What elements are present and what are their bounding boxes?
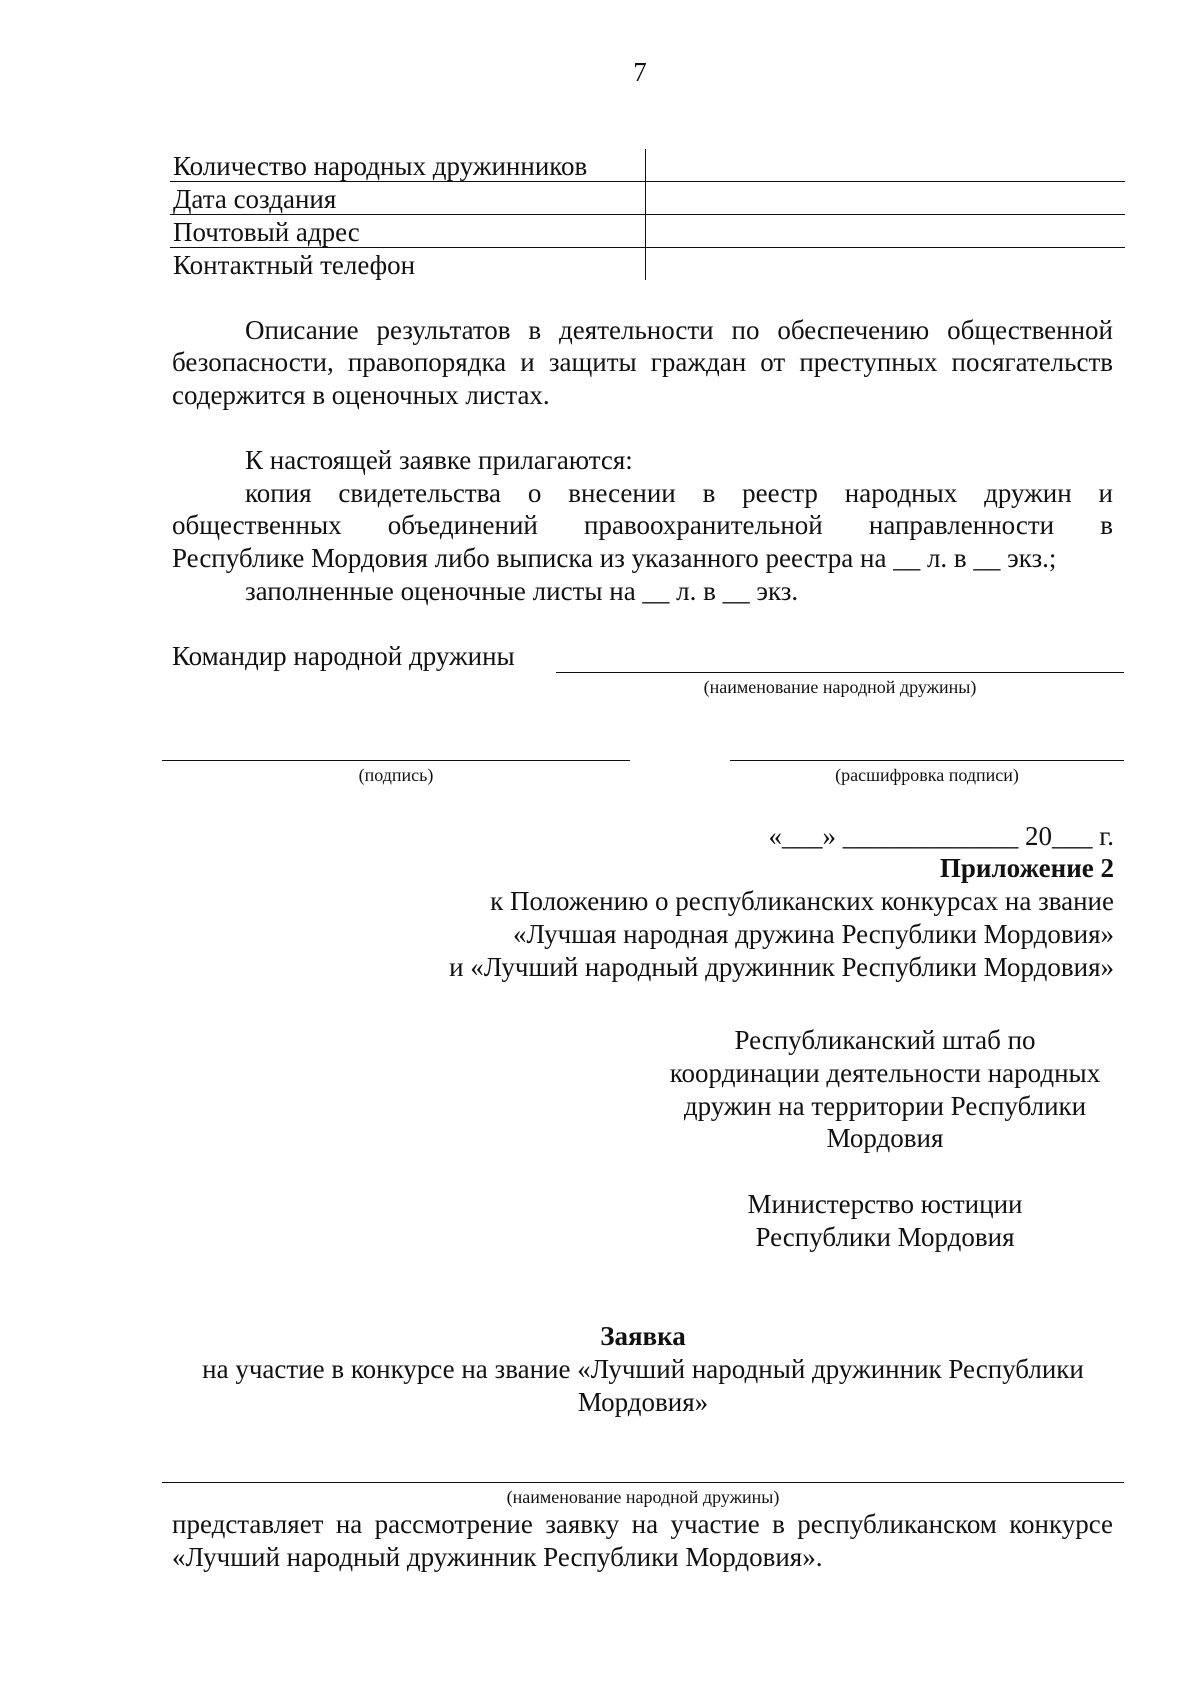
table-row xyxy=(170,215,1125,248)
addressee-line: Министерство юстиции xyxy=(747,1189,1023,1219)
table-value-phone xyxy=(646,248,1126,281)
application-body-line: «Лучший народный дружинник Республики Мордовия». xyxy=(172,1542,823,1572)
attachment-item: общественных объединений правоохранительной направленности в xyxy=(172,510,1113,540)
addressee-line: Мордовия xyxy=(826,1123,944,1153)
attachments-intro: К настоящей заявке прилагаются: xyxy=(245,445,633,475)
attachment-item: копия свидетельства о внесении в реестр народных дружин и xyxy=(245,478,1113,508)
appendix-line: и «Лучший народный дружинник Республики Мордовия» xyxy=(449,952,1114,982)
addressee-line: Республиканский штаб по xyxy=(734,1025,1036,1055)
addressee-line: дружин на территории Республики xyxy=(683,1091,1087,1121)
attachment-item: заполненные оценочные листы на __ л. в __ экз. xyxy=(245,576,799,606)
commander-name-caption: (наименование народной дружины) xyxy=(703,677,977,697)
addressee-line: координации деятельности народных xyxy=(669,1058,1101,1088)
info-table xyxy=(170,149,1125,280)
table-row xyxy=(170,248,1125,281)
decoding-caption: (расшифровка подписи) xyxy=(835,765,1019,785)
decoding-line xyxy=(730,760,1124,761)
application-subtitle-line: на участие в конкурсе на звание «Лучший народный дружинник Республики xyxy=(202,1354,1084,1384)
application-name-line xyxy=(162,1482,1124,1483)
appendix-line: «Лучшая народная дружина Республики Мордовия» xyxy=(512,919,1114,949)
table-value-date xyxy=(646,182,1126,215)
description-line: безопасности, правопорядка и защиты граждан от преступных посягательств xyxy=(172,347,1113,377)
description-line: Описание результатов в деятельности по обеспечению общественной xyxy=(245,315,1113,345)
commander-name-line xyxy=(556,672,1124,673)
appendix-line: к Положению о республиканских конкурсах на звание xyxy=(490,886,1114,916)
table-row xyxy=(170,182,1125,215)
application-subtitle-line: Мордовия» xyxy=(577,1387,709,1417)
table-row xyxy=(170,149,1125,182)
signature-line xyxy=(162,760,630,761)
addressee-line: Республики Мордовия xyxy=(755,1222,1015,1252)
table-label-address: Почтовый адрес xyxy=(170,215,646,248)
table-label-count: Количество народных дружинников xyxy=(170,149,646,182)
application-body-line: представляет на рассмотрение заявку на участие в республиканском конкурсе xyxy=(172,1509,1113,1539)
signature-caption: (подпись) xyxy=(358,765,434,785)
attachment-item: Республике Мордовия либо выписка из указанного реестра на __ л. в __ экз.; xyxy=(172,543,1057,573)
table-label-phone: Контактный телефон xyxy=(173,250,416,280)
commander-label: Командир народной дружины xyxy=(172,641,515,671)
table-value-address xyxy=(646,215,1126,248)
date-line: «___» _____________ 20___ г. xyxy=(768,821,1114,851)
table-value-count xyxy=(646,149,1126,182)
application-title: Заявка xyxy=(600,1321,686,1351)
table-label-date: Дата создания xyxy=(170,182,646,215)
page-number: 7 xyxy=(633,57,647,87)
application-name-caption: (наименование народной дружины) xyxy=(506,1487,780,1507)
description-line: содержится в оценочных листах. xyxy=(172,380,550,410)
appendix-title: Приложение 2 xyxy=(939,853,1114,883)
